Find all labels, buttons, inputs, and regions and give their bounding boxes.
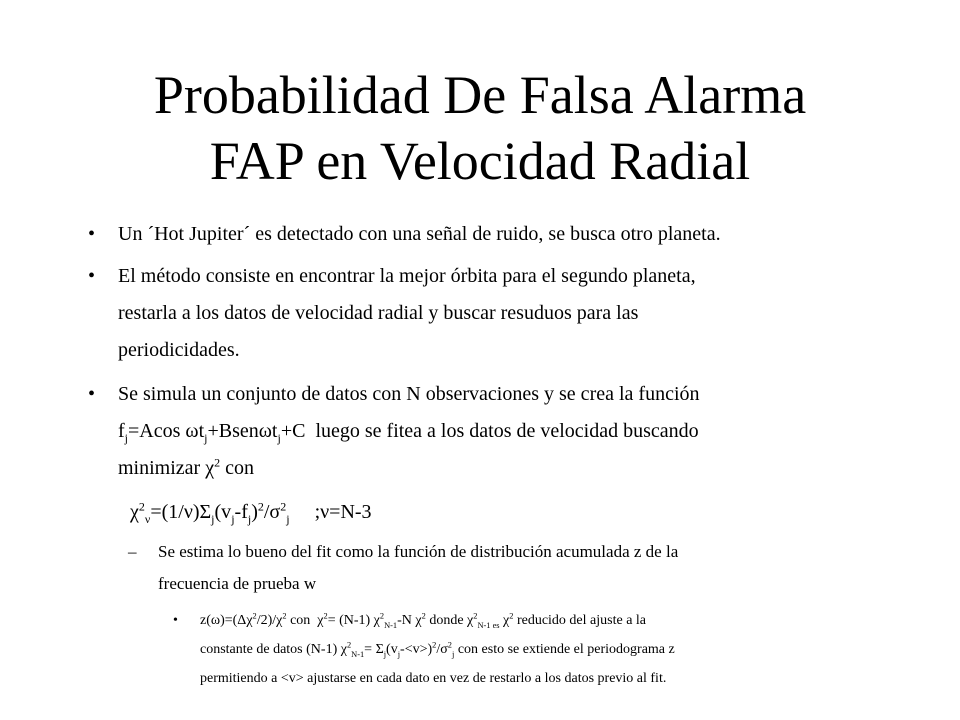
bullet-2-symbol: • xyxy=(88,265,96,287)
function-formula: $f_j=Acos$ $\omega t_j+Bsen\omega t_j+C$ xyxy=(118,420,306,445)
sub-bullet-symbol: – xyxy=(128,542,137,561)
bullet-3-symbol: • xyxy=(88,383,96,405)
bullet-3-line-3: minimizar $\chi^2$ con xyxy=(118,455,254,479)
title-line-1: Probabilidad De Falsa Alarma xyxy=(153,65,807,125)
bullet-2-line-2: restarla a los datos de velocidad radial y buscar resuduos para las xyxy=(118,302,639,324)
sub-sub-bullet-line-1: $z(\omega)=(\Delta\chi^2/2)/\chi^2$ con $\chi^2= (N-1)$ $\chi^2_{N-1}-N$ $\chi^2$ donde $\chi^2_{N-1 es}$ $\chi^2$ reducido del ajuste a la xyxy=(200,611,647,630)
bullet-3-line-1: Se simula un conjunto de datos con N observaciones y se crea la función xyxy=(118,383,700,405)
minimizar-text: minimizar xyxy=(118,457,201,479)
chi-square-equation: $\chi^2_\nu=(1/\nu)\Sigma_j(v_j-f_j)^2/\sigma^2_j$ ;ν=N-3 xyxy=(130,499,372,526)
bullet-1-symbol: • xyxy=(88,223,96,245)
title-line-2: FAP en Velocidad Radial xyxy=(209,131,751,191)
con-text: con xyxy=(225,457,254,479)
bullet-3-line-2-text: luego se fitea a los datos de velocidad buscando xyxy=(315,420,699,442)
bullet-3-line-2 xyxy=(118,413,699,450)
sub-sub-bullet-line-3: permitiendo a <v> ajustarse en cada dato en vez de restarlo a los datos previo al fit. xyxy=(200,671,667,686)
bullet-2-line-1: El método consiste en encontrar la mejor órbita para el segundo planeta, xyxy=(118,265,696,287)
sub-bullet-line-2: frecuencia de prueba w xyxy=(158,574,317,593)
sub-sub-bullet-line-2: constante de datos (N-1) $\chi^2_{N-1}= \Sigma_j(v_j-<v>)^2/\sigma^2_j$ con esto se extiende el periodograma z xyxy=(200,640,675,659)
bullet-1-text: Un ´Hot Jupiter´ es detectado con una señal de ruido, se busca otro planeta. xyxy=(118,223,721,245)
sub-sub-bullet-symbol: • xyxy=(173,613,178,628)
sub-bullet-line-1: Se estima lo bueno del fit como la función de distribución acumulada z de la xyxy=(158,542,679,561)
bullet-2-line-3: periodicidades. xyxy=(118,339,240,361)
